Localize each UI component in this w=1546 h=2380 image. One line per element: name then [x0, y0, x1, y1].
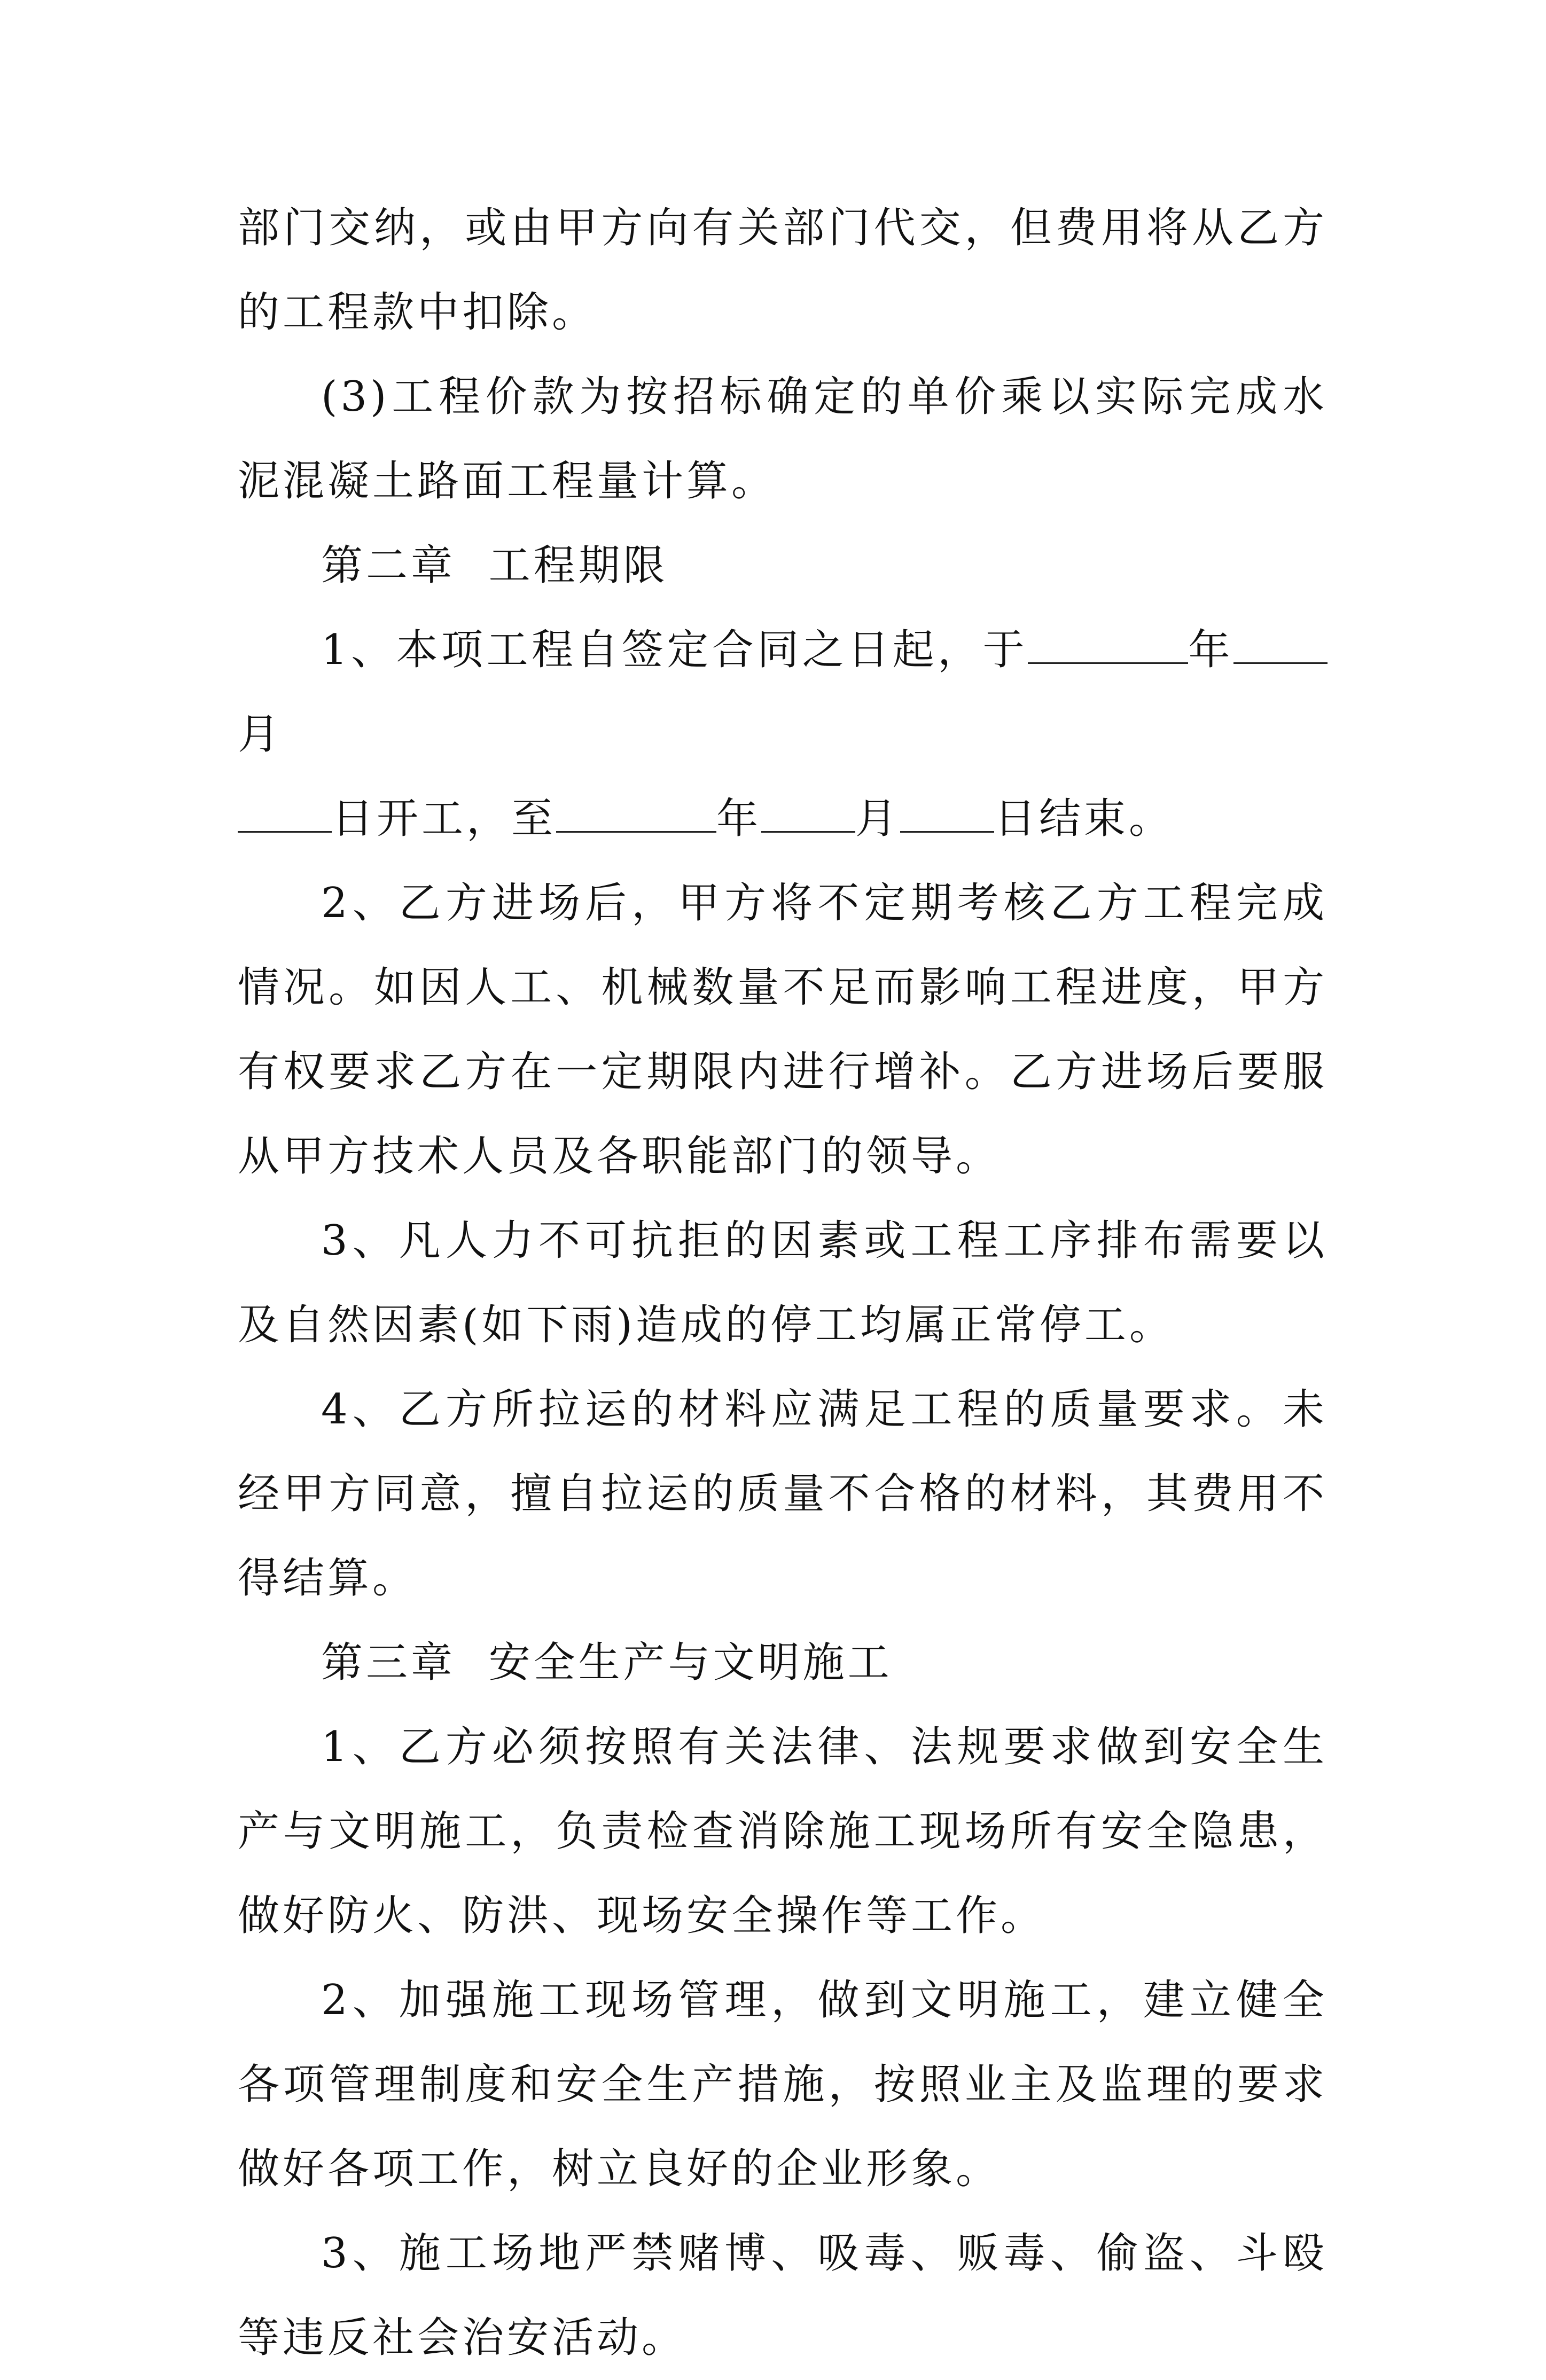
- year-label: 年: [716, 795, 762, 843]
- paragraph-text: 2、乙方进场后，甲方将不定期考核乙方工程完成情况。如因人工、机械数量不足而影响工程进度，甲方有权要求乙方在一定期限内进行增补。乙方进场后要服从甲方技术人员及各职能部门的领导。: [238, 879, 1328, 1180]
- paragraph-project-price: [238, 355, 1328, 523]
- month-label: 月: [855, 795, 901, 843]
- month-label: 月: [238, 710, 283, 758]
- paragraph-text: 1、乙方必须按照有关法律、法规要求做到安全生产与文明施工，负责检查消除施工现场所有安全隐患，做好防火、防洪、现场安全操作等工作。: [238, 1723, 1328, 1940]
- paragraph-text: (3)工程价款为按招标确定的单价乘以实际完成水泥混凝土路面工程量计算。: [238, 373, 1328, 505]
- schedule-text-start: 1、本项工程自签定合同之日起，于: [321, 626, 1028, 674]
- paragraph-force-majeure: [238, 1199, 1328, 1367]
- paragraph-text: 部门交纳，或由甲方向有关部门代交，但费用将从乙方的工程款中扣除。: [238, 204, 1328, 336]
- heading-text: 第三章 安全生产与文明施工: [321, 1639, 893, 1687]
- start-day-blank: [238, 798, 332, 833]
- year-label: 年: [1188, 626, 1233, 674]
- start-year-blank: [1028, 629, 1188, 664]
- paragraph-fee-deduction: [238, 186, 1328, 355]
- paragraph-text: 3、施工场地严禁赌博、吸毒、贩毒、偷盗、斗殴等违反社会治安活动。: [238, 2229, 1328, 2362]
- paragraph-public-order: [238, 2211, 1328, 2380]
- paragraph-site-management: [238, 1958, 1328, 2211]
- end-day-blank: [900, 798, 994, 833]
- schedule-text-end: 日结束。: [994, 795, 1174, 843]
- end-year-blank: [556, 798, 716, 833]
- heading-text: 第二章 工程期限: [321, 542, 668, 590]
- paragraph-schedule-dates: [238, 608, 1328, 861]
- paragraph-safety-production: [238, 1705, 1328, 1958]
- document-body: [238, 186, 1328, 2380]
- paragraph-text: 3、凡人力不可抗拒的因素或工程工序排布需要以及自然因素(如下雨)造成的停工均属正常停工。: [238, 1217, 1328, 1349]
- chapter-heading-2: [238, 523, 1328, 608]
- paragraph-text: 4、乙方所拉运的材料应满足工程的质量要求。未经甲方同意，擅自拉运的质量不合格的材料，其费用不得结算。: [238, 1385, 1328, 1602]
- end-month-blank: [761, 798, 855, 833]
- chapter-heading-3: [238, 1620, 1328, 1705]
- paragraph-material-quality: [238, 1367, 1328, 1620]
- paragraph-progress-assessment: [238, 861, 1328, 1199]
- paragraph-text: 2、加强施工现场管理，做到文明施工，建立健全各项管理制度和安全生产措施，按照业主及监理的要求做好各项工作，树立良好的企业形象。: [238, 1976, 1328, 2193]
- schedule-text-mid: 日开工，至: [332, 795, 557, 843]
- start-month-blank: [1233, 629, 1328, 664]
